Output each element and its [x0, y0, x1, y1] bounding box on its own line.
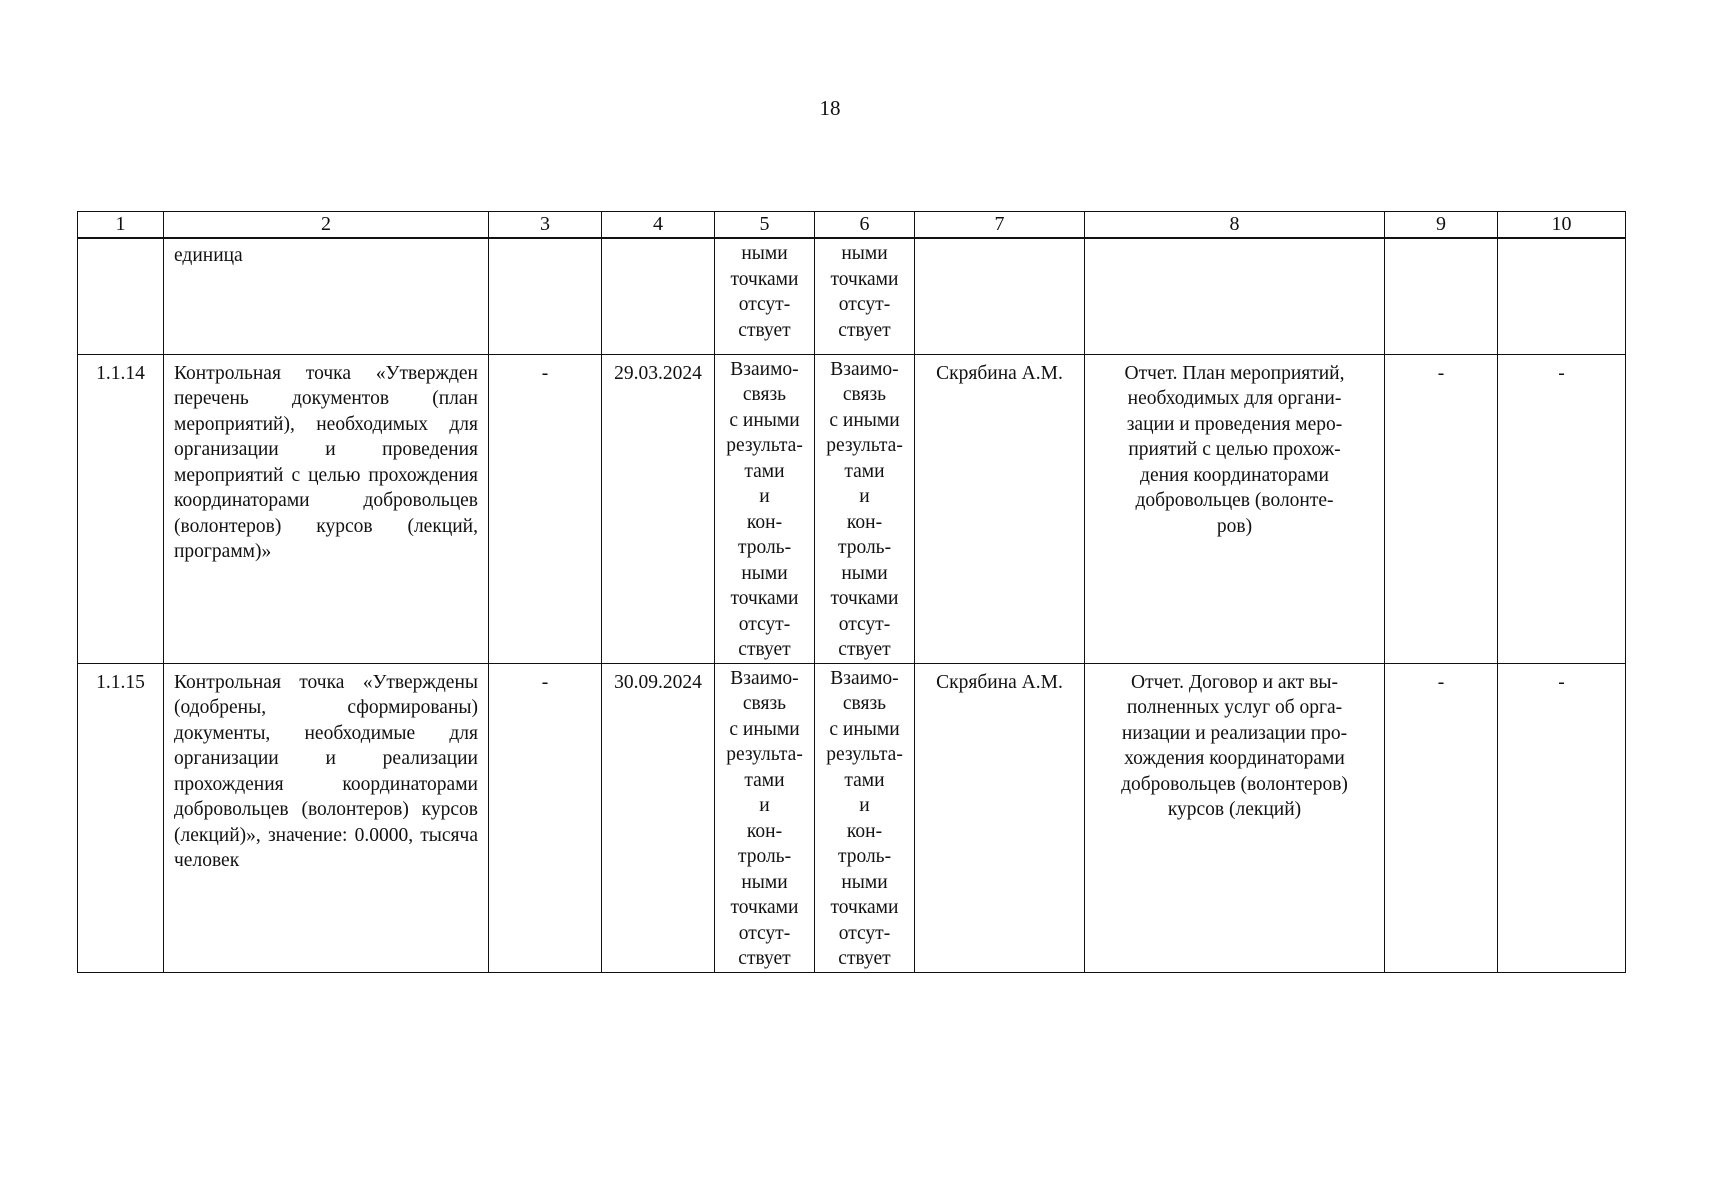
text-line: точками — [730, 588, 799, 609]
column-header: 5 — [715, 212, 815, 239]
cell-report — [1085, 663, 1385, 972]
text-line: с иными — [729, 718, 800, 740]
table-row — [78, 354, 1626, 663]
text-line: ными — [741, 562, 788, 584]
cell-col3 — [489, 238, 602, 354]
text-line: точками — [830, 588, 899, 609]
cell-col10: - — [1498, 663, 1626, 972]
text-line: ров) — [1216, 515, 1253, 537]
text-line: приятий с целью прохож- — [1128, 439, 1341, 460]
cell-col9: - — [1385, 663, 1498, 972]
text-line: ствует — [738, 948, 791, 969]
text-line: Взаимо- — [830, 358, 899, 380]
cell-description: единица — [164, 238, 489, 354]
cell-col6 — [815, 663, 915, 972]
plan-table — [77, 211, 1626, 973]
column-header: 4 — [602, 212, 715, 239]
text-line: Взаимо- — [830, 667, 899, 689]
text-line: тами — [844, 769, 885, 791]
text-line: ствует — [738, 319, 791, 341]
text-line: и — [859, 795, 870, 816]
cell-col5 — [715, 238, 815, 354]
text-line: ствует — [838, 948, 891, 969]
column-header: 8 — [1085, 212, 1385, 239]
text-line: ными — [841, 243, 888, 264]
text-line: точками — [830, 268, 899, 290]
text-line: и — [759, 795, 770, 816]
cell-col6 — [815, 238, 915, 354]
cell-date: 30.09.2024 — [602, 663, 715, 972]
text-line: тами — [744, 769, 785, 791]
cell-responsible: Скрябина А.М. — [915, 354, 1085, 663]
text-line: Отчет. Договор и акт вы- — [1130, 671, 1339, 693]
text-line: кон- — [846, 511, 883, 533]
text-line: связь — [842, 384, 887, 405]
cell-col10: - — [1498, 354, 1626, 663]
continuation-row — [78, 238, 1626, 354]
column-header: 7 — [915, 212, 1085, 239]
column-header: 3 — [489, 212, 602, 239]
cell-number — [78, 238, 164, 354]
cell-col5 — [715, 663, 815, 972]
text-line: ными — [841, 871, 888, 893]
text-line: и — [759, 486, 770, 507]
cell-report — [1085, 354, 1385, 663]
cell-col3: - — [489, 354, 602, 663]
text-line: связь — [742, 384, 787, 405]
cell-col10 — [1498, 238, 1626, 354]
page-number: 18 — [819, 96, 841, 120]
text-line: троль- — [737, 537, 792, 558]
text-line: точками — [730, 897, 799, 918]
text-line: результа- — [726, 744, 803, 765]
text-line: точками — [730, 268, 799, 290]
text-line: троль- — [837, 846, 892, 867]
text-line: ствует — [838, 639, 891, 660]
text-line: зации и проведения меро- — [1126, 413, 1343, 435]
column-header: 10 — [1498, 212, 1626, 239]
text-line: связь — [842, 693, 887, 714]
text-line: Взаимо- — [730, 358, 799, 380]
text-line: Взаимо- — [730, 667, 799, 689]
cell-description: Контрольная точка «Утверждены (одобрены, сформированы) документы, необходимые для организации и реализации прохождения координаторами добровольцев (волонтеров) курсов (лекций)», значение: 0.0000, тысяча человек — [164, 663, 489, 972]
text-line: хождения координаторами — [1124, 748, 1345, 769]
cell-responsible — [915, 238, 1085, 354]
cell-responsible: Скрябина А.М. — [915, 663, 1085, 972]
text-line: и — [859, 486, 870, 507]
text-line: тами — [744, 460, 785, 482]
cell-date: 29.03.2024 — [602, 354, 715, 663]
text-line: отсут- — [738, 613, 791, 635]
text-line: низации и реализации про- — [1121, 722, 1348, 744]
text-line: с иными — [829, 718, 900, 740]
text-line: отсут- — [838, 613, 891, 635]
text-line: ствует — [738, 639, 791, 660]
cell-date — [602, 238, 715, 354]
header-row — [78, 212, 1626, 239]
text-line: ными — [841, 562, 888, 584]
cell-report — [1085, 238, 1385, 354]
cell-number: 1.1.15 — [78, 663, 164, 972]
text-line: Отчет. План мероприятий, — [1124, 362, 1345, 384]
text-line: отсут- — [738, 294, 791, 315]
text-line: отсут- — [838, 922, 891, 944]
text-line: ными — [741, 871, 788, 893]
text-line: необходимых для органи- — [1127, 388, 1342, 409]
text-line: троль- — [737, 846, 792, 867]
cell-description: Контрольная точка «Утвержден перечень документов (план мероприятий), необходимых для организации и проведения мероприятий с целью прохождения координаторами добровольцев (волонтеров) курсов (лекций, программ)» — [164, 354, 489, 663]
text-line: точками — [830, 897, 899, 918]
text-line: тами — [844, 460, 885, 482]
column-header: 2 — [164, 212, 489, 239]
text-line: дения координаторами — [1140, 464, 1329, 486]
cell-col6 — [815, 354, 915, 663]
text-line: добровольцев (волонте- — [1135, 490, 1334, 511]
column-header: 1 — [78, 212, 164, 239]
cell-col5 — [715, 354, 815, 663]
text-line: результа- — [826, 435, 903, 456]
text-line: отсут- — [838, 294, 891, 315]
cell-col9: - — [1385, 354, 1498, 663]
cell-col3: - — [489, 663, 602, 972]
cell-col9 — [1385, 238, 1498, 354]
text-line: кон- — [746, 820, 783, 842]
text-line: результа- — [826, 744, 903, 765]
column-header: 6 — [815, 212, 915, 239]
text-line: с иными — [829, 409, 900, 431]
text-line: кон- — [846, 820, 883, 842]
text-line: с иными — [729, 409, 800, 431]
text-line: троль- — [837, 537, 892, 558]
text-line: ствует — [838, 319, 891, 341]
cell-number: 1.1.14 — [78, 354, 164, 663]
text-line: курсов (лекций) — [1167, 799, 1302, 820]
text-line: полненных услуг об орга- — [1126, 697, 1343, 718]
text-line: ными — [741, 243, 788, 264]
text-line: отсут- — [738, 922, 791, 944]
text-line: результа- — [726, 435, 803, 456]
text-line: кон- — [746, 511, 783, 533]
text-line: добровольцев (волонтеров) — [1121, 773, 1348, 795]
table-row — [78, 663, 1626, 972]
text-line: связь — [742, 693, 787, 714]
column-header: 9 — [1385, 212, 1498, 239]
